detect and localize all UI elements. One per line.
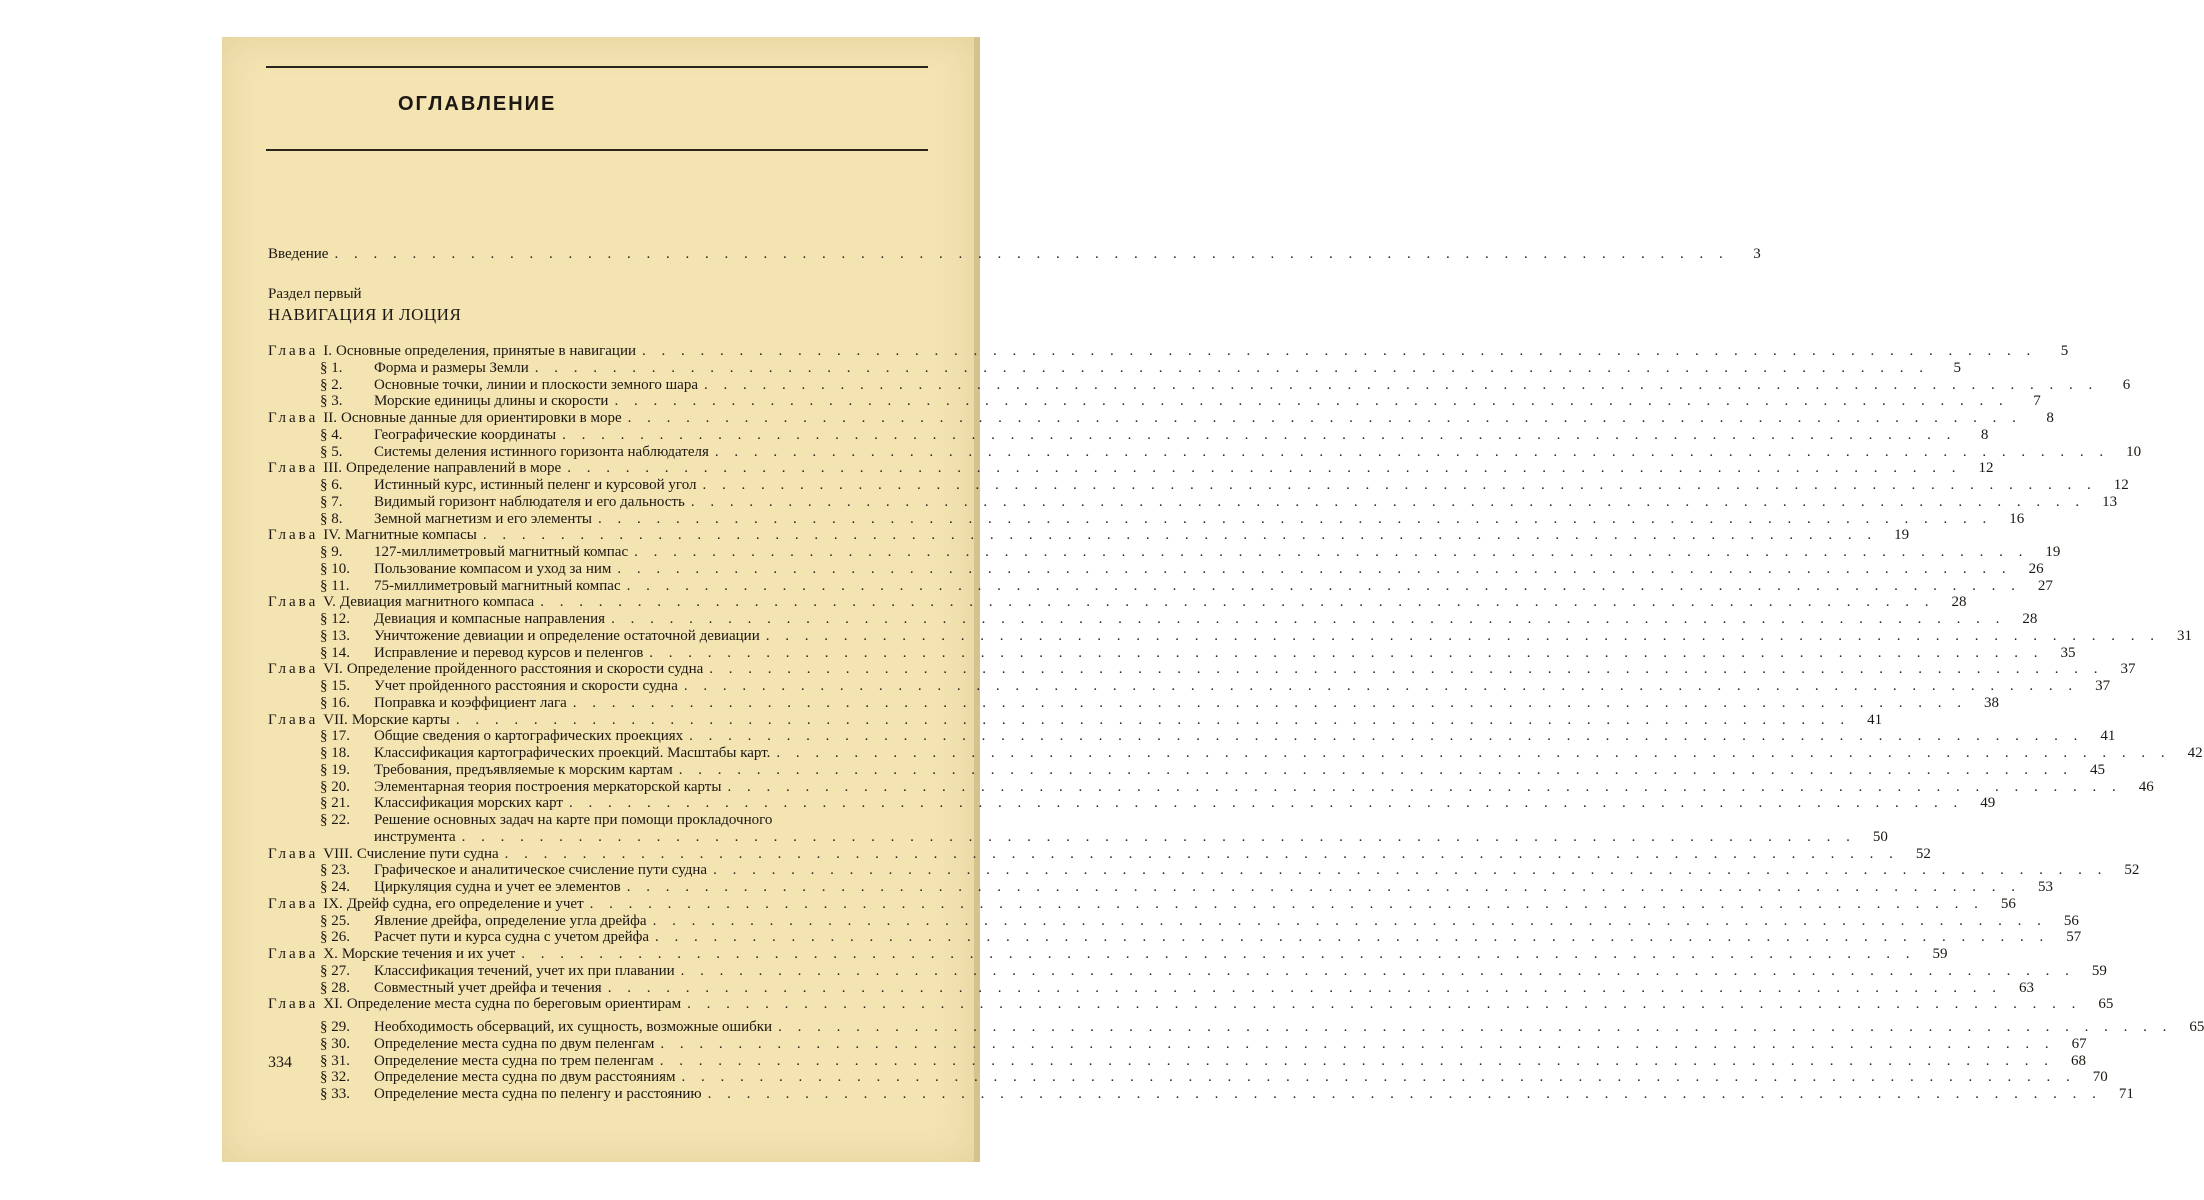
- toc-chapter: [268, 895, 2016, 913]
- entry-heading: [268, 628, 760, 645]
- entry-heading: [268, 343, 636, 360]
- entry-page: 49: [1980, 795, 1996, 812]
- chapter-number: X.: [323, 946, 338, 962]
- entry-heading: [268, 695, 567, 712]
- chapter-number: VII.: [323, 711, 348, 728]
- entry-title: Истинный курс, истинный пеленг и курсовой угол: [374, 477, 697, 493]
- entry-page: 38: [1984, 694, 2000, 711]
- entry-title: Необходимость обсерваций, их сущность, возможные ошибки: [374, 1019, 773, 1035]
- section-number: § 15.: [320, 678, 350, 694]
- leader-dots: . . . . . . . . . . . . . . . . . . . . . . . . . . . . . . . . . . . . . . . . . . . . . . . . . . . . . . . . . . . . . . . . . . . . . . . .: [334, 246, 1729, 262]
- toc-section: [268, 1035, 2087, 1053]
- entry-heading: [268, 511, 592, 528]
- section-number: § 28.: [320, 979, 350, 996]
- entry-page: 12: [1978, 460, 1994, 477]
- toc-section: [268, 443, 2142, 461]
- entry-page: 41: [1867, 711, 1883, 728]
- entry-heading: [268, 1019, 772, 1036]
- toc-section: [268, 761, 2105, 779]
- entry-title: Общие сведения о картографических проекциях: [374, 728, 684, 745]
- entry-page: 19: [1894, 527, 1910, 544]
- leader-dots: . . . . . . . . . . . . . . . . . . . . . . . . . . . . . . . . . . . . . . . . . . . . . . . . . . . . . . . . . . . . . . . . . . . . . . . .: [562, 426, 1957, 443]
- entry-heading: [268, 980, 602, 997]
- entry-page: 67: [2071, 1035, 2087, 1052]
- section-number: § 12.: [320, 611, 350, 627]
- entry-title: Определение места судна по двум расстояниям: [374, 1069, 676, 1086]
- section-number: § 31.: [320, 1052, 350, 1069]
- leader-dots: . . . . . . . . . . . . . . . . . . . . . . . . . . . . . . . . . . . . . . . . . . . . . . . . . . . . . . . . . . . . . . . . . . . . . . . .: [589, 895, 1984, 912]
- entry-title: Видимый горизонт наблюдателя и его дальность: [374, 493, 685, 510]
- entry-heading: [268, 762, 673, 779]
- toc-section: [268, 644, 2076, 662]
- leader-dots: . . . . . . . . . . . . . . . . . . . . . . . . . . . . . . . . . . . . . . . . . . . . . . . . . . . . . . . . . . . . . . . . . . . . . . . .: [504, 845, 1899, 862]
- chapter-number: V.: [323, 594, 336, 611]
- chapter-number: VI.: [323, 661, 343, 678]
- toc-chapter: [268, 661, 2136, 678]
- leader-dots: . . . . . . . . . . . . . . . . . . . . . . . . . . . . . . . . . . . . . . . . . . . . . . . . . . . . . . . . . . . . . . . . . . . . . . . .: [702, 477, 2097, 493]
- entry-heading: [268, 444, 709, 461]
- section-number: § 25.: [320, 912, 350, 929]
- leader-dots: . . . . . . . . . . . . . . . . . . . . . . . . . . . . . . . . . . . . . . . . . . . . . . . . . . . . . . . . . . . . . . . . . . . . . . . .: [521, 946, 1916, 962]
- entry-title: Дрейф судна, его определение и учет: [346, 895, 584, 912]
- entry-page: 19: [2045, 544, 2061, 560]
- chapter-word: Глава: [268, 410, 319, 426]
- leader-dots: . . . . . . . . . . . . . . . . . . . . . . . . . . . . . . . . . . . . . . . . . . . . . . . . . . . . . . . . . . . . . . . . . . . . . . . .: [567, 460, 1962, 477]
- entry-heading: [268, 494, 685, 511]
- entry-page: 71: [2118, 1086, 2134, 1102]
- entry-heading: [268, 846, 499, 863]
- entry-heading: [268, 410, 622, 427]
- entry-title: 127-миллиметровый магнитный компас: [374, 544, 629, 560]
- entry-page: 56: [2000, 895, 2016, 912]
- chapter-word: Глава: [268, 946, 319, 962]
- leader-dots: . . . . . . . . . . . . . . . . . . . . . . . . . . . . . . . . . . . . . . . . . . . . . . . . . . . . . . . . . . . . . . . . . . . . . . . .: [727, 778, 2122, 795]
- entry-page: 12: [2113, 477, 2129, 493]
- toc-section: [268, 627, 2192, 645]
- leader-dots: . . . . . . . . . . . . . . . . . . . . . . . . . . . . . . . . . . . . . . . . . . . . . . . . . . . . . . . . . . . . . . . . . . . . . . . .: [704, 376, 2099, 393]
- toc-section: [268, 493, 2118, 511]
- entry-heading: [268, 728, 683, 745]
- leader-dots: . . . . . . . . . . . . . . . . . . . . . . . . . . . . . . . . . . . . . . . . . . . . . . . . . . . . . . . . . . . . . . . . . . . . . . . .: [540, 594, 1935, 611]
- entry-page: 5: [1953, 359, 1961, 376]
- entry-page: 10: [2126, 443, 2142, 460]
- toc-chapter: [268, 594, 1967, 611]
- toc-chapter: [268, 845, 1931, 863]
- leader-dots: . . . . . . . . . . . . . . . . . . . . . . . . . . . . . . . . . . . . . . . . . . . . . . . . . . . . . . . . . . . . . . . . . . . . . . . .: [611, 611, 2006, 627]
- entry-page: 27: [2037, 577, 2053, 594]
- entry-page: 13: [2102, 493, 2118, 510]
- section-number: § 7.: [320, 493, 343, 510]
- entry-title: Системы деления истинного горизонта наблюдателя: [374, 443, 709, 460]
- entry-title: Девиация магнитного компаса: [339, 594, 535, 611]
- entry-heading: [268, 561, 611, 578]
- section-number: § 9.: [320, 544, 343, 560]
- entry-page: 65: [2098, 996, 2114, 1013]
- entry-heading: [268, 611, 605, 628]
- leader-dots: . . . . . . . . . . . . . . . . . . . . . . . . . . . . . . . . . . . . . . . . . . . . . . . . . . . . . . . . . . . . . . . . . . . . . . . .: [714, 443, 2110, 460]
- toc-section: [268, 962, 2107, 980]
- leader-dots: . . . . . . . . . . . . . . . . . . . . . . . . . . . . . . . . . . . . . . . . . . . . . . . . . . . . . . . . . . . . . . . . . . . . . . . .: [689, 728, 2084, 745]
- entry-heading: [268, 1053, 654, 1070]
- entry-title: Классификация течений, учет их при плавании: [374, 962, 675, 979]
- chapter-number: III.: [323, 460, 342, 477]
- chapter-word: Глава: [268, 661, 319, 678]
- section-number: § 4.: [320, 426, 343, 443]
- entry-page: 8: [1980, 426, 1989, 443]
- entry-heading: [268, 963, 675, 980]
- section-number: § 22.: [320, 812, 350, 828]
- entry-heading: [268, 946, 515, 963]
- entry-page: 63: [2018, 979, 2034, 996]
- entry-page: 65: [2189, 1019, 2204, 1035]
- toc-section: [268, 879, 2053, 896]
- entry-title: Основные точки, линии и плоскости земного шара: [374, 376, 698, 393]
- chapter-number: I.: [323, 343, 332, 359]
- part-label: Раздел первый: [268, 286, 362, 302]
- entry-title: 75-миллиметровый магнитный компас: [374, 577, 621, 594]
- title-rule: [266, 149, 928, 151]
- entry-heading: [268, 795, 563, 812]
- entry-title: Классификация морских карт: [374, 795, 563, 812]
- entry-page: 53: [2037, 879, 2053, 895]
- leader-dots: . . . . . . . . . . . . . . . . . . . . . . . . . . . . . . . . . . . . . . . . . . . . . . . . . . . . . . . . . . . . . . . . . . . . . . . .: [659, 1052, 2054, 1069]
- toc-section: [268, 544, 2061, 561]
- leader-dots: . . . . . . . . . . . . . . . . . . . . . . . . . . . . . . . . . . . . . . . . . . . . . . . . . . . . . . . . . . . . . . . . . . . . . . . .: [683, 678, 2079, 694]
- toc-chapter: [268, 343, 2069, 360]
- leader-dots: . . . . . . . . . . . . . . . . . . . . . . . . . . . . . . . . . . . . . . . . . . . . . . . . . . . . . . . . . . . . . . . . . . . . . . . .: [649, 644, 2044, 661]
- entry-title: Требования, предъявляемые к морским картам: [374, 761, 673, 778]
- entry-heading: [268, 745, 770, 762]
- intro-label: Введение: [268, 246, 329, 262]
- entry-heading: [268, 393, 608, 410]
- leader-dots: . . . . . . . . . . . . . . . . . . . . . . . . . . . . . . . . . . . . . . . . . . . . . . . . . . . . . . . . . . . . . . . . . . . . . . . .: [778, 1019, 2173, 1035]
- leader-dots: . . . . . . . . . . . . . . . . . . . . . . . . . . . . . . . . . . . . . . . . . . . . . . . . . . . . . . . . . . . . . . . . . . . . . . . .: [655, 929, 2050, 946]
- entry-title: Определение пройденного расстояния и скорости судна: [346, 661, 704, 678]
- leader-dots: . . . . . . . . . . . . . . . . . . . . . . . . . . . . . . . . . . . . . . . . . . . . . . . . . . . . . . . . . . . . . . . . . . . . . . . .: [572, 694, 1968, 711]
- leader-dots: . . . . . . . . . . . . . . . . . . . . . . . . . . . . . . . . . . . . . . . . . . . . . . . . . . . . . . . . . . . . . . . . . . . . . . . .: [627, 410, 2022, 426]
- entry-heading: [268, 377, 698, 394]
- entry-page: 31: [2176, 627, 2192, 644]
- toc-chapter: [268, 996, 2114, 1013]
- entry-page: 28: [1951, 594, 1967, 611]
- chapter-word: Глава: [268, 895, 319, 912]
- section-number: § 11.: [320, 577, 350, 594]
- entry-title: Пользование компасом и уход за ним: [374, 560, 612, 577]
- section-number: § 1.: [320, 359, 343, 376]
- entry-heading: [268, 427, 556, 444]
- leader-dots: . . . . . . . . . . . . . . . . . . . . . . . . . . . . . . . . . . . . . . . . . . . . . . . . . . . . . . . . . . . . . . . . . . . . . . . .: [765, 627, 2160, 644]
- leader-dots: . . . . . . . . . . . . . . . . . . . . . . . . . . . . . . . . . . . . . . . . . . . . . . . . . . . . . . . . . . . . . . . . . . . . . . . .: [681, 1069, 2076, 1086]
- leader-dots: . . . . . . . . . . . . . . . . . . . . . . . . . . . . . . . . . . . . . . . . . . . . . . . . . . . . . . . . . . . . . . . . . . . . . . . .: [713, 862, 2108, 879]
- entry-page: 41: [2100, 728, 2116, 745]
- section-number: § 27.: [320, 962, 350, 979]
- section-number: § 14.: [320, 644, 350, 661]
- toc-intro: [268, 246, 1761, 263]
- toc-section: [268, 1069, 2108, 1086]
- chapter-number: VIII.: [323, 845, 353, 862]
- entry-heading: [268, 862, 707, 879]
- entry-heading: [268, 645, 643, 662]
- entry-page: 59: [2091, 962, 2107, 979]
- leader-dots: . . . . . . . . . . . . . . . . . . . . . . . . . . . . . . . . . . . . . . . . . . . . . . . . . . . . . . . . . . . . . . . . . . . . . . . .: [617, 560, 2012, 577]
- toc-section: [268, 728, 2116, 745]
- entry-page: 52: [1915, 845, 1931, 862]
- chapter-word: Глава: [268, 460, 319, 477]
- entry-page: 37: [2095, 678, 2111, 694]
- entry-title: Графическое и аналитическое счисление пути судна: [374, 862, 708, 879]
- entry-title: Основные определения, принятые в навигации: [335, 343, 637, 359]
- entry-heading: [268, 360, 529, 377]
- section-number: § 20.: [320, 778, 350, 795]
- entry-page: 26: [2028, 560, 2044, 577]
- section-number: § 8.: [320, 510, 343, 527]
- toc-section: [268, 795, 1996, 812]
- entry-title: Совместный учет дрейфа и течения: [374, 979, 602, 996]
- entry-title: Расчет пути и курса судна с учетом дрейфа: [374, 929, 650, 946]
- section-number: § 24.: [320, 879, 350, 895]
- entry-heading: [268, 477, 697, 494]
- toc-chapter: [268, 410, 2054, 427]
- entry-title: Определение места судна по двум пеленгам: [374, 1035, 655, 1052]
- chapter-word: Глава: [268, 996, 319, 1013]
- leader-dots: . . . . . . . . . . . . . . . . . . . . . . . . . . . . . . . . . . . . . . . . . . . . . . . . . . . . . . . . . . . . . . . . . . . . . . . .: [660, 1035, 2055, 1052]
- leader-dots: . . . . . . . . . . . . . . . . . . . . . . . . . . . . . . . . . . . . . . . . . . . . . . . . . . . . . . . . . . . . . . . . . . . . . . . .: [687, 996, 2082, 1013]
- entry-title: Девиация и компасные направления: [374, 611, 606, 627]
- chapter-word: Глава: [268, 711, 319, 728]
- section-number: § 33.: [320, 1086, 350, 1102]
- entry-page: 70: [2092, 1069, 2108, 1086]
- section-number: § 5.: [320, 443, 343, 460]
- entry-title: Явление дрейфа, определение угла дрейфа: [374, 912, 647, 929]
- entry-page: 37: [2120, 661, 2136, 678]
- entry-heading: [268, 812, 772, 829]
- entry-title: Определение направлений в море: [345, 460, 562, 477]
- entry-page: 57: [2066, 929, 2082, 946]
- leader-dots: . . . . . . . . . . . . . . . . . . . . . . . . . . . . . . . . . . . . . . . . . . . . . . . . . . . . . . . . . . . . . . . . . . . . . . . .: [455, 711, 1851, 728]
- entry-heading: [268, 544, 628, 561]
- leader-dots: . . . . . . . . . . . . . . . . . . . . . . . . . . . . . . . . . . . . . . . . . . . . . . . . . . . . . . . . . . . . . . . . . . . . . . . .: [707, 1086, 2102, 1102]
- entry-heading: [268, 527, 477, 544]
- toc-section: [268, 477, 2129, 494]
- page-number: 334: [268, 1054, 292, 1071]
- entry-heading: [268, 712, 450, 729]
- toc-section: [268, 862, 2140, 879]
- entry-title: Морские течения и их учет: [341, 946, 516, 962]
- entry-page: 6: [2122, 376, 2131, 393]
- toc-chapter: [268, 527, 1910, 544]
- entry-heading: [268, 929, 649, 946]
- entry-title: Поправка и коэффициент лага: [374, 694, 567, 711]
- part-name: НАВИГАЦИЯ И ЛОЦИЯ: [268, 305, 462, 324]
- toc-section: [268, 426, 1989, 444]
- section-number: § 21.: [320, 795, 350, 812]
- entry-title: Земной магнетизм и его элементы: [374, 510, 592, 527]
- section-number: § 13.: [320, 627, 350, 644]
- leader-dots: . . . . . . . . . . . . . . . . . . . . . . . . . . . . . . . . . . . . . . . . . . . . . . . . . . . . . . . . . . . . . . . . . . . . . . . .: [642, 343, 2037, 359]
- chapter-word: Глава: [268, 594, 319, 611]
- toc-chapter: [268, 460, 1994, 477]
- leader-dots: . . . . . . . . . . . . . . . . . . . . . . . . . . . . . . . . . . . . . . . . . . . . . . . . . . . . . . . . . . . . . . . . . . . . . . . .: [461, 828, 1856, 845]
- leader-dots: . . . . . . . . . . . . . . . . . . . . . . . . . . . . . . . . . . . . . . . . . . . . . . . . . . . . . . . . . . . . . . . . . . . . . . . .: [634, 544, 2029, 560]
- entry-title: Исправление и перевод курсов и пеленгов: [374, 644, 644, 661]
- leader-dots: . . . . . . . . . . . . . . . . . . . . . . . . . . . . . . . . . . . . . . . . . . . . . . . . . . . . . . . . . . . . . . . . . . . . . . . .: [534, 359, 1929, 376]
- chapter-word: Глава: [268, 527, 319, 544]
- section-number: § 32.: [320, 1069, 350, 1086]
- leader-dots: . . . . . . . . . . . . . . . . . . . . . . . . . . . . . . . . . . . . . . . . . . . . . . . . . . . . . . . . . . . . . . . . . . . . . . . .: [776, 745, 2171, 761]
- leader-dots: . . . . . . . . . . . . . . . . . . . . . . . . . . . . . . . . . . . . . . . . . . . . . . . . . . . . . . . . . . . . . . . . . . . . . . . .: [626, 879, 2021, 895]
- entry-heading: [268, 779, 721, 796]
- toc-section: [268, 1052, 2086, 1070]
- section-number: § 19.: [320, 761, 350, 778]
- chapter-number: IX.: [323, 895, 343, 912]
- section-number: § 10.: [320, 560, 350, 577]
- toc-section: [268, 745, 2203, 762]
- leader-dots: . . . . . . . . . . . . . . . . . . . . . . . . . . . . . . . . . . . . . . . . . . . . . . . . . . . . . . . . . . . . . . . . . . . . . . . .: [614, 393, 2009, 410]
- leader-dots: . . . . . . . . . . . . . . . . . . . . . . . . . . . . . . . . . . . . . . . . . . . . . . . . . . . . . . . . . . . . . . . . . . . . . . . .: [626, 577, 2021, 594]
- entry-title: Определение места судна по трем пеленгам: [374, 1052, 654, 1069]
- entry-heading: [268, 996, 681, 1013]
- toc-section: [268, 828, 1888, 846]
- toc-section: [268, 912, 2079, 930]
- toc-section: [268, 678, 2111, 695]
- toc-section: [268, 510, 2025, 528]
- section-number: § 16.: [320, 694, 350, 711]
- entry-title: Форма и размеры Земли: [374, 359, 529, 376]
- entry-page: 8: [2046, 410, 2054, 426]
- toc-section: [268, 359, 1961, 377]
- entry-heading: [268, 879, 621, 896]
- entry-title: Решение основных задач на карте при помощи прокладочного: [374, 812, 773, 828]
- entry-page: 42: [2187, 745, 2203, 761]
- leader-dots: . . . . . . . . . . . . . . . . . . . . . . . . . . . . . . . . . . . . . . . . . . . . . . . . . . . . . . . . . . . . . . . . . . . . . . . .: [709, 661, 2104, 678]
- section-number: § 18.: [320, 745, 350, 761]
- entry-page: 28: [2022, 611, 2038, 627]
- entry-heading: [268, 1036, 654, 1053]
- leader-dots: . . . . . . . . . . . . . . . . . . . . . . . . . . . . . . . . . . . . . . . . . . . . . . . . . . . . . . . . . . . . . . . . . . . . . . . .: [680, 962, 2075, 979]
- entry-page: 68: [2070, 1052, 2086, 1069]
- entry-page: 50: [1872, 828, 1888, 845]
- entry-title: Классификация картографических проекций. Масштабы карт.: [374, 745, 771, 761]
- toc-chapter: [268, 711, 1883, 729]
- toc-section: [268, 694, 2000, 712]
- toc-section: [268, 778, 2154, 796]
- page-title: ОГЛАВЛЕНИЕ: [398, 93, 557, 115]
- leader-dots: . . . . . . . . . . . . . . . . . . . . . . . . . . . . . . . . . . . . . . . . . . . . . . . . . . . . . . . . . . . . . . . . . . . . . . . .: [482, 527, 1878, 544]
- entry-heading: [268, 1086, 702, 1103]
- entry-page: 35: [2060, 644, 2076, 661]
- leader-dots: . . . . . . . . . . . . . . . . . . . . . . . . . . . . . . . . . . . . . . . . . . . . . . . . . . . . . . . . . . . . . . . . . . . . . . . .: [597, 510, 1993, 527]
- entry-title: Определение места судна по пеленгу и расстоянию: [374, 1086, 702, 1102]
- leader-dots: . . . . . . . . . . . . . . . . . . . . . . . . . . . . . . . . . . . . . . . . . . . . . . . . . . . . . . . . . . . . . . . . . . . . . . . .: [568, 795, 1964, 812]
- entry-page: 16: [2009, 510, 2025, 527]
- entry-heading: [268, 896, 584, 913]
- section-number: § 23.: [320, 862, 350, 879]
- chapter-number: II.: [323, 410, 337, 426]
- entry-page: 5: [2060, 343, 2069, 359]
- chapter-number: IV.: [323, 527, 341, 544]
- entry-heading: [268, 594, 534, 611]
- entry-page: 45: [2089, 761, 2105, 778]
- toc-section: [268, 1019, 2204, 1036]
- entry-page: 46: [2138, 778, 2154, 795]
- section-number: § 17.: [320, 728, 350, 745]
- entry-title: Морские единицы длины и скорости: [374, 393, 609, 410]
- entry-page: 7: [2033, 393, 2041, 410]
- top-rule: [266, 66, 928, 68]
- entry-page: 56: [2063, 912, 2079, 929]
- leader-dots: . . . . . . . . . . . . . . . . . . . . . . . . . . . . . . . . . . . . . . . . . . . . . . . . . . . . . . . . . . . . . . . . . . . . . . . .: [678, 761, 2073, 778]
- entry-title: Счисление пути судна: [356, 845, 499, 862]
- toc-section: [268, 929, 2082, 946]
- entry-title: Элементарная теория построения меркаторской карты: [374, 778, 722, 795]
- entry-heading: [268, 829, 456, 846]
- entry-title: Основные данные для ориентировки в море: [340, 410, 622, 426]
- section-number: § 6.: [320, 477, 343, 493]
- chapter-word: Глава: [268, 343, 319, 359]
- toc-section: [268, 611, 2038, 628]
- entry-title: Учет пройденного расстояния и скорости судна: [374, 678, 678, 694]
- toc-section: [268, 979, 2034, 997]
- toc-section: [268, 560, 2044, 578]
- entry-title: Уничтожение девиации и определение остаточной девиации: [374, 627, 760, 644]
- section-number: § 3.: [320, 393, 343, 410]
- section-number: § 30.: [320, 1035, 350, 1052]
- chapter-word: Глава: [268, 845, 319, 862]
- entry-title: инструмента: [374, 828, 456, 845]
- entry-heading: [268, 1069, 676, 1086]
- section-number: § 26.: [320, 929, 350, 946]
- entry-heading: [268, 913, 647, 930]
- toc-section: [268, 812, 934, 829]
- entry-title: Географические координаты: [374, 426, 557, 443]
- entry-page: 52: [2124, 862, 2140, 879]
- toc-section: [268, 376, 2131, 394]
- entry-heading: [268, 661, 703, 678]
- intro-page: 3: [1753, 246, 1761, 262]
- entry-title: Морские карты: [351, 711, 450, 728]
- section-number: § 2.: [320, 376, 343, 393]
- section-number: § 29.: [320, 1019, 350, 1035]
- toc-chapter: [268, 946, 1948, 963]
- entry-title: Циркуляция судна и учет ее элементов: [374, 879, 621, 895]
- toc-section: [268, 577, 2053, 595]
- entry-page: 59: [1932, 946, 1948, 962]
- leader-dots: . . . . . . . . . . . . . . . . . . . . . . . . . . . . . . . . . . . . . . . . . . . . . . . . . . . . . . . . . . . . . . . . . . . . . . . .: [607, 979, 2002, 996]
- entry-heading: [268, 460, 561, 477]
- chapter-number: XI.: [323, 996, 343, 1013]
- entry-title: Магнитные компасы: [344, 527, 477, 544]
- toc-section: [268, 1086, 2134, 1103]
- leader-dots: . . . . . . . . . . . . . . . . . . . . . . . . . . . . . . . . . . . . . . . . . . . . . . . . . . . . . . . . . . . . . . . . . . . . . . . .: [690, 493, 2086, 510]
- entry-heading: [268, 578, 621, 595]
- entry-title: Определение места судна по береговым ориентирам: [346, 996, 682, 1013]
- leader-dots: . . . . . . . . . . . . . . . . . . . . . . . . . . . . . . . . . . . . . . . . . . . . . . . . . . . . . . . . . . . . . . . . . . . . . . . .: [652, 912, 2047, 929]
- entry-heading: [268, 678, 678, 695]
- toc-section: [268, 393, 2041, 410]
- book-page: [222, 37, 2204, 1162]
